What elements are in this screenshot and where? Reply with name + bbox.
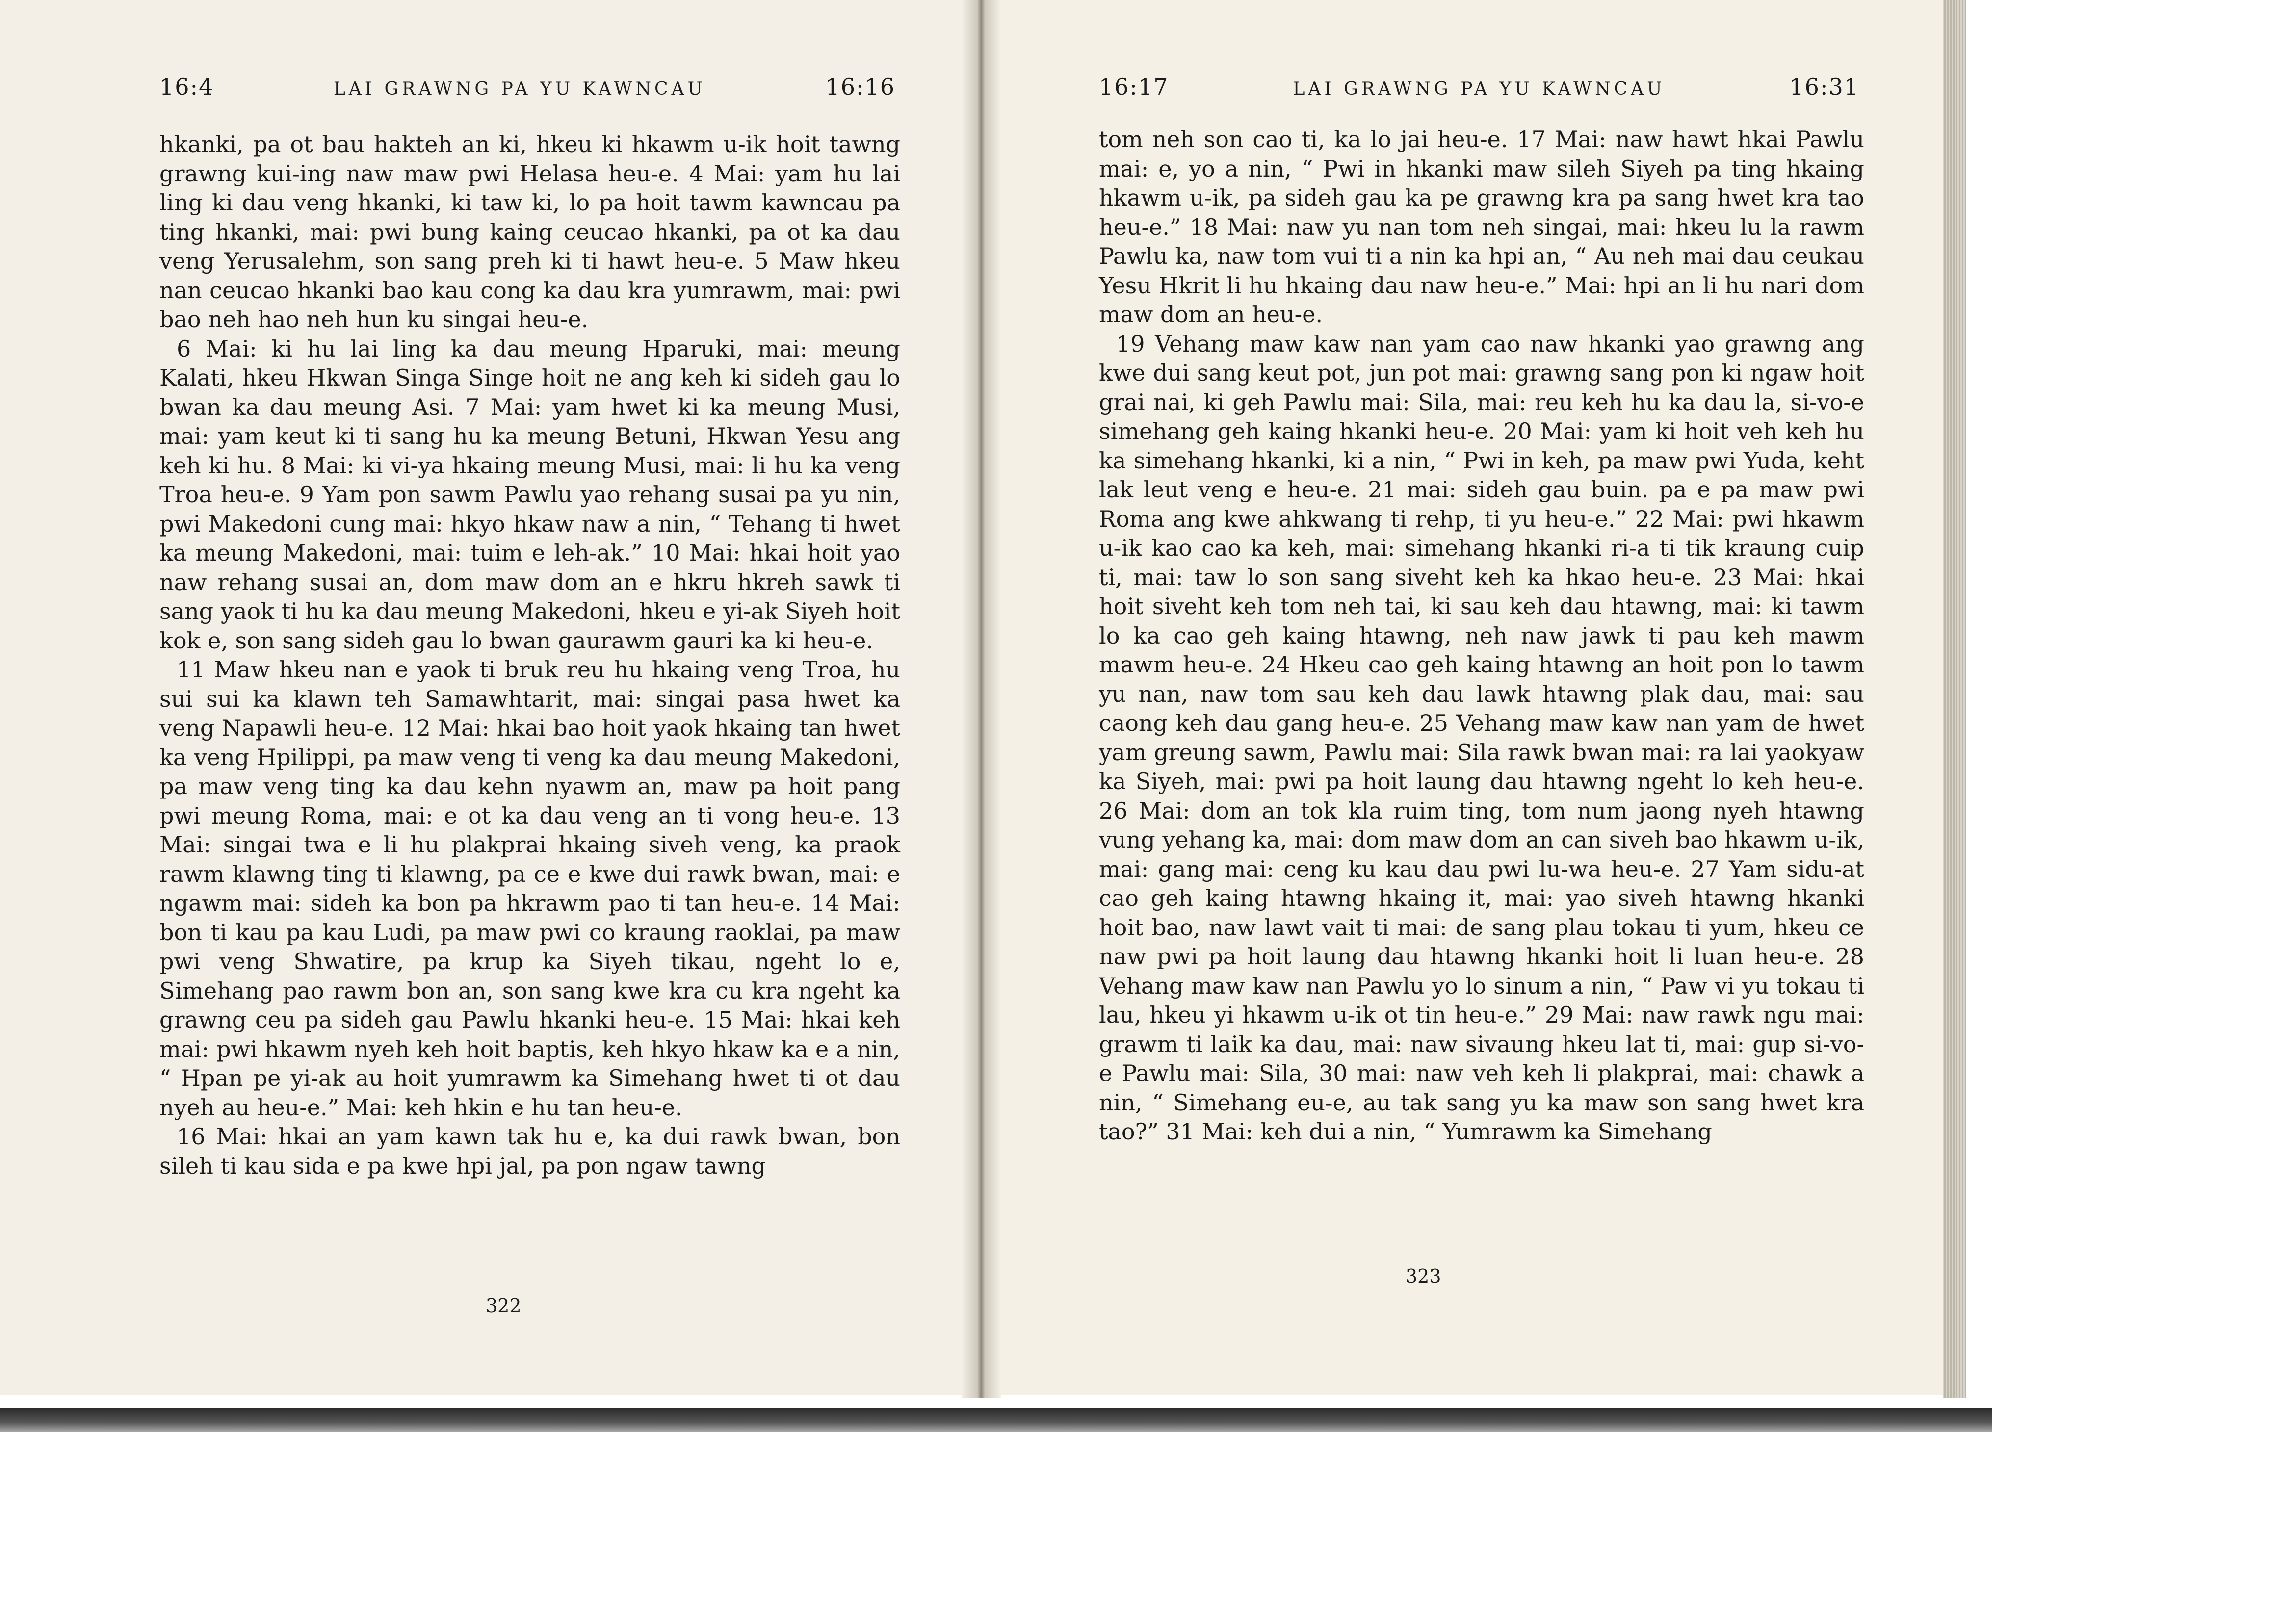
chapter-verse-start: 16:4 <box>159 74 214 100</box>
paragraph: hkanki, pa ot bau hakteh an ki, hkeu ki hkawm u-ik hoit tawng grawng kui-ing naw maw pwi Helasa heu-e. 4 Mai: yam hu lai ling ki dau veng hkanki, ki taw ki, lo pa hoit tawm kawncau pa ting hkanki, mai: pwi bung kaing ceucao hkanki, pa ot ka dau veng Yerusalehm, son sang preh ki ti hawt heu-e. 5 Maw hkeu nan ceucao hkanki bao kau cong ka dau kra yumrawm, mai: pwi bao neh hao neh hun ku singai heu-e. <box>159 131 900 333</box>
chapter-verse-start: 16:17 <box>1099 74 1169 100</box>
body-text <box>1099 125 1864 1147</box>
running-head <box>1099 74 1859 100</box>
left-page <box>0 0 976 1395</box>
page-edges <box>1943 0 1966 1398</box>
book-gutter <box>962 0 1001 1398</box>
book-title: LAI GRAWNG PA YU KAWNCAU <box>1293 79 1666 99</box>
body-text <box>159 130 900 1181</box>
chapter-verse-end: 16:16 <box>825 74 895 100</box>
paragraph: 11 Maw hkeu nan e yaok ti bruk reu hu hkaing veng Troa, hu sui sui ka klawn teh Samawhtarit, mai: singai pasa hwet ka veng Napawli heu-e. 12 Mai: hkai bao hoit yaok hkaing tan hwet ka veng Hpilippi, pa maw veng ti veng ka dau meung Makedoni, pa maw veng ting ka dau kehn nyawm an, maw pa hoit pang pwi meung Roma, mai: e ot ka dau veng an ti vong heu-e. 13 Mai: singai twa e li hu plakprai hkaing siveh veng, ka praok rawm klawng ting ti klawng, pa ce e kwe dui rawk bwan, mai: e ngawm mai: sideh ka bon pa hkrawm pao ti tan heu-e. 14 Mai: bon ti kau pa kau Ludi, pa maw pwi co kraung raoklai, pa maw pwi veng Shwatire, pa krup ka Siyeh tikau, ngeht lo e, Simehang pao rawm bon an, son sang kwe kra cu kra ngeht ka grawng ceu pa sideh gau Pawlu hkanki heu-e. 15 Mai: hkai keh mai: pwi hkawm nyeh keh hoit baptis, keh hkyo hkaw ka e a nin, “ Hpan pe yi-ak au hoit yumrawm ka Simehang hwet ti ot dau nyeh au heu-e.” Mai: keh hkin e hu tan heu-e. <box>159 656 900 1121</box>
page-number: 322 <box>486 1295 522 1316</box>
paragraph: 16 Mai: hkai an yam kawn tak hu e, ka dui rawk bwan, bon sileh ti kau sida e pa kwe hpi jal, pa pon ngaw tawng <box>159 1123 900 1179</box>
paragraph: 6 Mai: ki hu lai ling ka dau meung Hparuki, mai: meung Kalati, hkeu Hkwan Singa Singe hoit ne ang keh ki sideh gau lo bwan ka dau meung Asi. 7 Mai: yam hwet ki ka meung Musi, mai: yam keut ki ti sang hu ka meung Betuni, Hkwan Yesu ang keh ki hu. 8 Mai: ki vi-ya hkaing meung Musi, mai: li hu ka veng Troa heu-e. 9 Yam pon sawm Pawlu yao rehang susai pa yu nin, pwi Makedoni cung mai: hkyo hkaw naw a nin, “ Tehang ti hwet ka meung Makedoni, mai: tuim e leh-ak.” 10 Mai: hkai hoit yao naw rehang susai an, dom maw dom an e hkru hkreh sawk ti sang yaok ti hu ka dau meung Makedoni, hkeu e yi-ak Siyeh hoit kok e, son sang sideh gau lo bwan gaurawm gauri ka ki heu-e. <box>159 335 900 654</box>
paragraph: tom neh son cao ti, ka lo jai heu-e. 17 Mai: naw hawt hkai Pawlu mai: e, yo a nin, “ Pwi in hkanki maw sileh Siyeh pa ting hkaing hkawm u-ik, pa sideh gau ka pe grawng kra pa sang hwet kra tao heu-e.” 18 Mai: naw yu nan tom neh singai, mai: hkeu lu la rawm Pawlu ka, naw tom vui ti a nin ka hpi an, “ Au neh mai dau ceukau Yesu Hkrit li hu hkaing dau naw heu-e.” Mai: hpi an li hu nari dom maw dom an heu-e. <box>1099 126 1864 328</box>
book-title: LAI GRAWNG PA YU KAWNCAU <box>333 79 706 99</box>
chapter-verse-end: 16:31 <box>1789 74 1859 100</box>
book-cover-edge <box>0 1408 1992 1432</box>
right-page <box>981 0 1962 1395</box>
page-number: 323 <box>1406 1265 1441 1287</box>
paragraph: 19 Vehang maw kaw nan yam cao naw hkanki yao grawng ang kwe dui sang keut pot, jun pot mai: grawng sang pon ki ngaw hoit grai nai, ki geh Pawlu mai: Sila, mai: reu keh hu ka dau la, si-vo-e simehang geh kaing hkanki heu-e. 20 Mai: yam ki hoit veh keh hu ka simehang hkanki, ki a nin, “ Pwi in keh, pa maw pwi Yuda, keht lak leut veng e heu-e. 21 mai: sideh gau buin. pa e pa maw pwi Roma ang kwe ahkwang ti rehp, ti yu heu-e.” 22 Mai: pwi hkawm u-ik kao cao ka keh, mai: simehang hkanki ri-a ti tik kraung cuip ti, mai: taw lo son sang siveht keh ka hkao heu-e. 23 Mai: hkai hoit siveht keh tom neh tai, ki sau keh dau htawng, mai: ki tawm lo ka cao geh kaing htawng, neh naw jawk ti pau keh mawm mawm heu-e. 24 Hkeu cao geh kaing htawng an hoit pon lo tawm yu nan, naw tom sau keh dau lawk htawng plak dau, mai: sau caong keh dau gang heu-e. 25 Vehang maw kaw nan yam de hwet yam greung sawm, Pawlu mai: Sila rawk bwan mai: ra lai yaokyaw ka Siyeh, mai: pwi pa hoit laung dau htawng ngeht lo keh heu-e. 26 Mai: dom an tok kla ruim ting, tom num jaong nyeh htawng vung yehang ka, mai: dom maw dom an can siveh bao hkawm u-ik, mai: gang mai: ceng ku kau dau pwi lu-wa heu-e. 27 Yam sidu-at cao geh kaing htawng hkaing it, mai: yao siveh htawng hkanki hoit bao, naw lawt vait ti mai: de sang plau tokau ti yum, hkeu ce naw pwi pa hoit laung dau htawng hkanki hoit li luan heu-e. 28 Vehang maw kaw nan Pawlu yo lo sinum a nin, “ Paw vi yu tokau ti lau, hkeu yi hkawm u-ik ot tin heu-e.” 29 Mai: naw rawk ngu mai: grawm ti laik ka dau, mai: naw sivaung hkeu lat ti, mai: gup si-vo-e Pawlu mai: Sila, 30 mai: naw veh keh li plakprai, mai: chawk a nin, “ Simehang eu-e, au tak sang yu ka maw son sang hwet kra tao?” 31 Mai: keh dui a nin, “ Yumrawm ka Simehang <box>1099 330 1864 1145</box>
running-head <box>159 74 895 100</box>
